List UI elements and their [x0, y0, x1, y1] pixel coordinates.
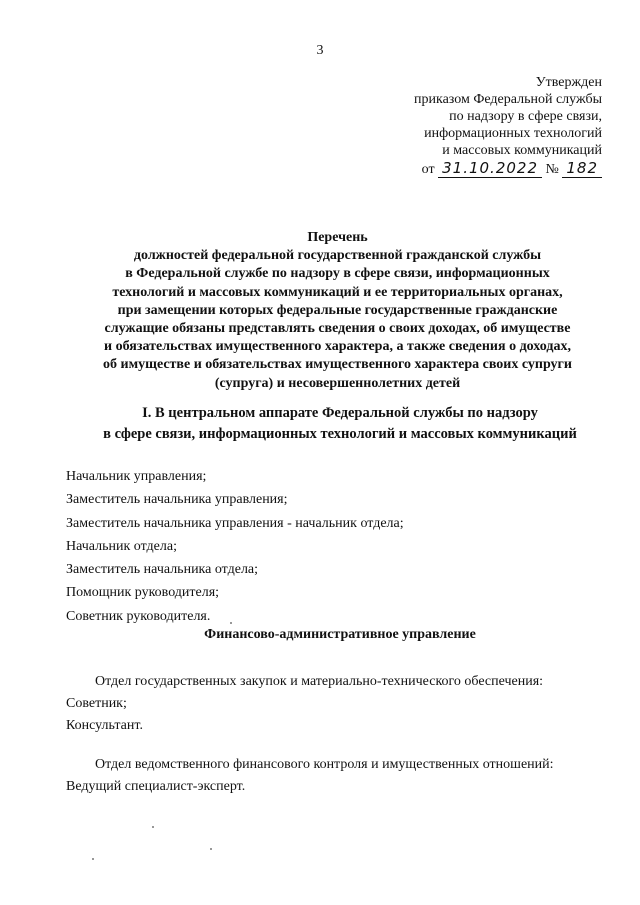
- title-line: должностей федеральной государственной гражданской службы: [133, 248, 542, 264]
- position-item: Начальник управления;: [66, 469, 207, 484]
- title-line: (супруга) и несовершеннолетних детей: [214, 375, 461, 391]
- document-title: [60, 229, 615, 393]
- approval-block: [362, 74, 602, 178]
- position-item: Ведущий специалист-эксперт.: [66, 779, 246, 794]
- position-item: Заместитель начальника отдела;: [66, 562, 259, 578]
- subdepartment: [66, 671, 543, 737]
- scan-speck: [230, 622, 232, 624]
- position-item: Заместитель начальника управления;: [66, 492, 288, 508]
- title-line: и обязательствах имущественного характера, а также сведения о доходах,: [104, 339, 571, 355]
- position-item: Заместитель начальника управления - начальник отдела;: [66, 515, 404, 531]
- section-heading: [60, 403, 620, 445]
- handwritten-order-number: 182: [562, 159, 602, 178]
- page-number: 3: [316, 43, 324, 58]
- title-line: при замещении которых федеральные государственные гражданские: [117, 302, 558, 318]
- approval-line: приказом Федеральной службы: [414, 92, 602, 107]
- positions-list: [66, 465, 404, 628]
- position-item: Консультант.: [66, 718, 143, 733]
- title-line: об имуществе и обязательствах имущественного характера своих супруги: [103, 357, 572, 373]
- scan-speck: [152, 826, 154, 828]
- date-prefix: от: [421, 162, 435, 177]
- subdepartment-positions: [66, 776, 554, 798]
- section-heading-line: в сфере связи, информационных технологий и массовых коммуникаций: [103, 426, 577, 442]
- title-line: служащие обязаны представлять сведения о своих доходах, об имуществе: [104, 321, 571, 337]
- title-line: технологий и массовых коммуникаций и ее территориальных органах,: [112, 284, 563, 300]
- subdepartment-name: Отдел государственных закупок и материально-технического обеспечения:: [95, 674, 544, 689]
- scan-speck: [92, 858, 94, 860]
- position-item: Начальник отдела;: [66, 538, 177, 554]
- subdepartment-name: Отдел ведомственного финансового контроля и имущественных отношений:: [95, 757, 554, 772]
- section-heading-line: I. В центральном аппарате Федеральной службы по надзору: [142, 405, 538, 421]
- position-item: Советник;: [66, 696, 127, 711]
- subdepartment: [66, 754, 554, 798]
- subdepartment-positions: [66, 693, 543, 737]
- position-item: Советник руководителя.: [66, 608, 211, 624]
- approval-line: по надзору в сфере связи,: [449, 109, 602, 124]
- approval-line: информационных технологий: [424, 126, 602, 141]
- approval-line: и массовых коммуникаций: [442, 143, 602, 158]
- number-sign: №: [545, 162, 559, 177]
- handwritten-date: 31.10.2022: [438, 159, 542, 178]
- department-heading: Финансово-административное управление: [204, 627, 476, 642]
- title-line: Перечень: [307, 230, 368, 245]
- approval-date-line: [362, 160, 602, 178]
- scan-speck: [210, 848, 212, 850]
- approval-line: Утвержден: [535, 75, 602, 90]
- position-item: Помощник руководителя;: [66, 585, 220, 601]
- title-line: в Федеральной службе по надзору в сфере связи, информационных: [125, 266, 550, 282]
